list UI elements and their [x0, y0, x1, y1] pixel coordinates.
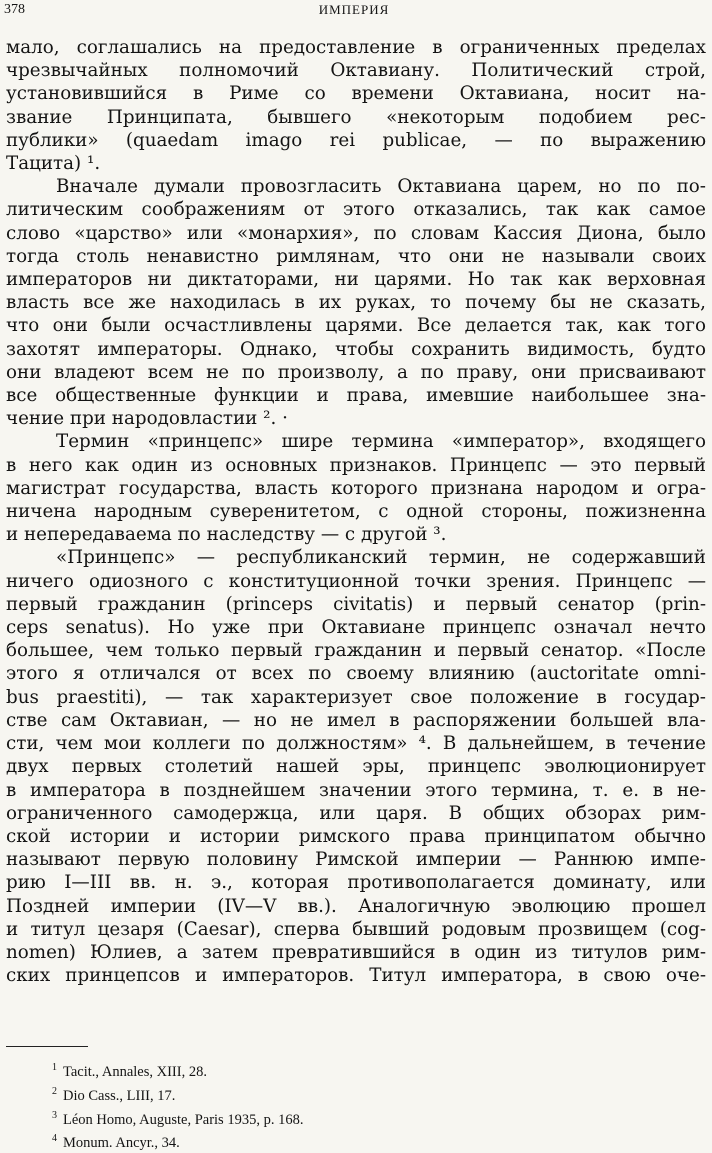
- text-line: все общественные функции и права, имевшие наибольшее зна-: [6, 385, 706, 407]
- text-line: власть все же находилась в их руках, то почему бы не сказать,: [6, 292, 706, 314]
- text-line: двух первых столетий нашей эры, принцепс эволюционирует: [6, 756, 706, 778]
- footnote-separator: [6, 1046, 88, 1047]
- text-line: публики» (quaedam imago rei publicae, — по выражению: [6, 129, 706, 151]
- text-line: ничена народным суверенитетом, с одной стороны, пожизненна: [6, 501, 706, 523]
- footnote-text: Dio Cass., LIII, 17.: [63, 1087, 176, 1104]
- footnote: [52, 1082, 692, 1106]
- text-line: захотят императоры. Однако, чтобы сохранить видимость, будто: [6, 338, 706, 360]
- text-line: слово «царство» или «монархия», по словам Кассия Диона, было: [6, 222, 706, 244]
- paragraph-3: [6, 430, 706, 546]
- text-line: рию I—III вв. н. э., которая противополагается доминату, или: [6, 872, 706, 894]
- text-line: они владеют всем не по произволу, а по праву, они присваивают: [6, 361, 706, 383]
- text-line: nomen) Юлиев, а затем превратившийся в один из титулов рим-: [6, 941, 706, 963]
- text-line: Поздней империи (IV—V вв.). Аналогичную эволюцию прошел: [6, 895, 706, 917]
- text-line: чрезвычайных полномочий Октавиану. Политический строй,: [6, 60, 706, 82]
- footnotes: [52, 1058, 692, 1153]
- text-line: ограниченного самодержца, или царя. В общих обзорах рим-: [6, 802, 706, 824]
- text-line: что они были осчастливлены царями. Все делается так, как того: [6, 315, 706, 337]
- text-line: в него как один из основных признаков. Принцепс — это первый: [6, 454, 706, 476]
- paragraph-2: [6, 175, 706, 430]
- text-line: магистрат государства, власть которого признана народом и огра-: [6, 477, 706, 499]
- text-line: «Принцепс» — республиканский термин, не содержавший: [56, 547, 706, 569]
- text-line: литическим соображениям от этого отказались, так как самое: [6, 199, 706, 221]
- text-line: bus praestiti), — так характеризует свое положение в государ-: [6, 686, 706, 708]
- footnote-mark: 3: [52, 1109, 57, 1121]
- text-line: первый гражданин (princeps civitatis) и первый сенатор (prin-: [6, 593, 706, 615]
- text-line: мало, соглашались на предоставление в ограниченных пределах: [6, 37, 706, 58]
- text-line: сти, чем мои коллеги по должностям» ⁴. В дальнейшем, в течение: [6, 733, 706, 755]
- text-line: и титул цезаря (Caesar), сперва бывший родовым прозвищем (cog-: [6, 918, 706, 940]
- text-line: ских принцепсов и императоров. Титул императора, в свою оче-: [6, 965, 706, 987]
- text-line: называют первую половину Римской империи — Раннюю импе-: [6, 849, 706, 871]
- text-line: и непередаваема по наследству — с другой ³.: [6, 524, 447, 546]
- text-line: ceps senatus). Но уже при Октавиане принцепс означал нечто: [6, 617, 706, 639]
- footnote-text: Monum. Ancyr., 34.: [63, 1135, 180, 1152]
- footnote-text: Tacit., Annales, XIII, 28.: [63, 1063, 207, 1080]
- page-number: 378: [4, 2, 25, 17]
- footnote-mark: 4: [52, 1133, 57, 1145]
- text-line: императоров ни диктаторами, ни царями. Но так как верховная: [6, 269, 706, 291]
- text-line: звание Принципата, бывшего «некоторым подобием рес-: [6, 106, 706, 128]
- footnote: [52, 1129, 692, 1153]
- body-text: [6, 36, 706, 987]
- text-line: большее, чем только первый гражданин и первый сенатор. «После: [6, 640, 706, 662]
- text-line: Термин «принцепс» шире термина «император», входящего: [56, 431, 706, 453]
- text-line: стве сам Октавиан, — но не имел в распоряжении большей вла-: [6, 709, 706, 731]
- text-line: Вначале думали провозгласить Октавиана царем, но по по-: [56, 176, 706, 198]
- footnote-text: Léon Homo, Auguste, Paris 1935, p. 168.: [63, 1111, 304, 1128]
- footnote-mark: 2: [52, 1085, 57, 1097]
- footnote: [52, 1106, 692, 1130]
- running-title: ИМПЕРИЯ: [318, 2, 390, 17]
- text-line: ничего одиозного с конституционной точки зрения. Принцепс —: [6, 570, 706, 592]
- footnote-mark: 1: [52, 1062, 57, 1073]
- text-line: чение при народовластии ². ·: [6, 408, 288, 430]
- page-header: [4, 0, 704, 20]
- text-line: тогда столь ненавистно римлянам, что они не называли своих: [6, 245, 706, 267]
- footnote: [52, 1058, 692, 1082]
- text-line: в императора в позднейшем значении этого термина, т. е. в не-: [6, 779, 706, 801]
- paragraph-4: [6, 546, 706, 987]
- text-line: ской истории и истории римского права принципатом обычно: [6, 825, 706, 847]
- text-line: этого я отличался от всех по своему влиянию (auctoritate omni-: [6, 663, 706, 685]
- paragraph-1: [6, 36, 706, 175]
- text-line: Тацита) ¹.: [6, 153, 101, 175]
- text-line: установившийся в Риме со времени Октавиана, носит на-: [6, 83, 706, 105]
